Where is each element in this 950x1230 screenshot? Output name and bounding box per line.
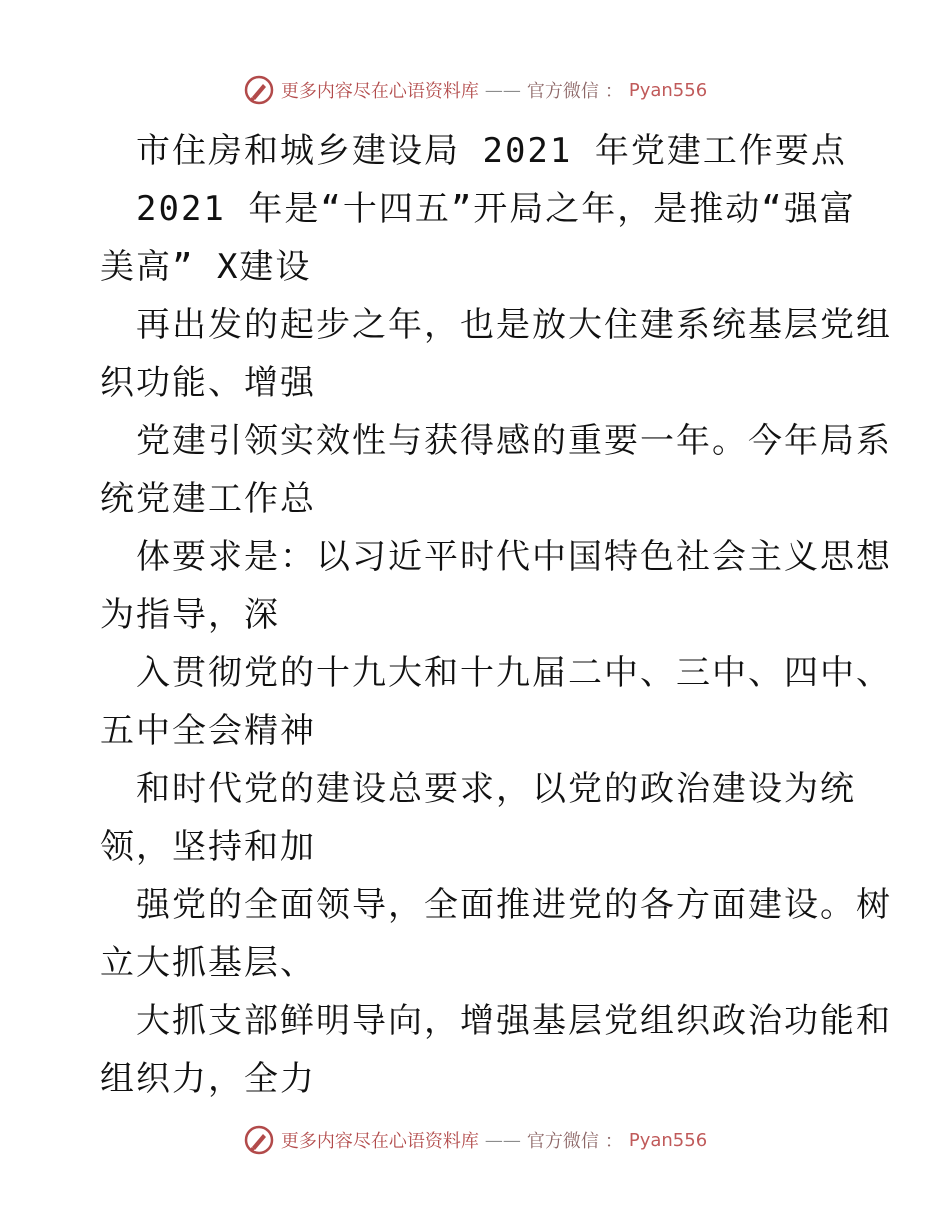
doc-line: 五中全会精神: [100, 711, 316, 751]
pen-logo-icon: [243, 74, 275, 106]
watermark-dash: ——: [484, 79, 521, 101]
doc-line: 立大抓基层、: [100, 943, 316, 983]
watermark-id: Pyan556: [628, 79, 708, 101]
doc-line: 织功能、增强: [100, 363, 316, 403]
doc-line: 体要求是：以习近平时代中国特色社会主义思想: [136, 537, 892, 577]
watermark-label: 官方微信: [526, 81, 599, 102]
watermark-footer: [0, 1120, 950, 1160]
doc-line: 和时代党的建设总要求，以党的政治建设为统: [136, 769, 856, 809]
doc-line: 再出发的起步之年，也是放大住建系统基层党组: [136, 305, 892, 345]
watermark-separator: ：: [604, 1131, 623, 1152]
doc-line: 党建引领实效性与获得感的重要一年。今年局系: [136, 421, 892, 461]
document-body: [100, 122, 892, 1108]
doc-line: 入贯彻党的十九大和十九届二中、三中、四中、: [136, 653, 892, 693]
doc-line: 美高” X建设: [100, 247, 312, 287]
watermark-separator: ：: [604, 81, 623, 102]
doc-line: 强党的全面领导，全面推进党的各方面建设。树: [136, 885, 892, 925]
watermark-header: [0, 70, 950, 110]
watermark-text: 更多内容尽在心语资料库: [280, 1131, 479, 1152]
doc-line: 大抓支部鲜明导向，增强基层党组织政治功能和: [136, 1001, 892, 1041]
watermark-id: Pyan556: [628, 1129, 708, 1151]
watermark-text: 更多内容尽在心语资料库: [280, 81, 479, 102]
doc-line: 领，坚持和加: [100, 827, 316, 867]
doc-line: 2021 年是“十四五”开局之年，是推动“强富: [136, 189, 856, 229]
doc-line: 组织力，全力: [100, 1059, 316, 1099]
pen-logo-icon: [243, 1124, 275, 1156]
doc-line: 为指导，深: [100, 595, 280, 635]
watermark-dash: ——: [484, 1129, 521, 1151]
doc-line: 统党建工作总: [100, 479, 316, 519]
doc-line: 市住房和城乡建设局 2021 年党建工作要点: [136, 131, 847, 171]
watermark-label: 官方微信: [526, 1131, 599, 1152]
